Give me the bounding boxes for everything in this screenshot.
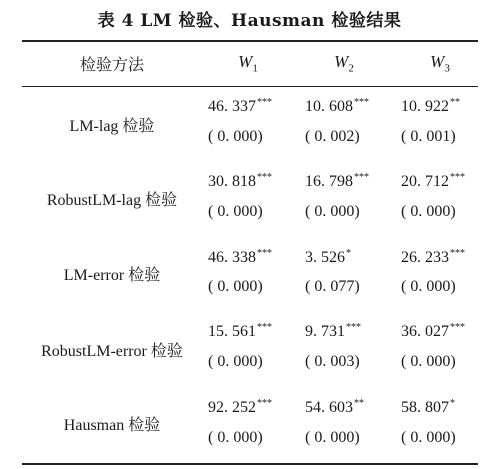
cell-value: 10. 922 <box>401 98 449 115</box>
cell-value: 16. 798 <box>305 173 353 190</box>
row-label: Hausman 检验 <box>63 417 161 434</box>
header-w1-sub: 1 <box>252 62 258 75</box>
table-caption: 表 4 LM 检验、Hausman 检验结果 <box>97 11 402 31</box>
significance-stars: *** <box>450 322 465 333</box>
cell-value: 54. 603 <box>305 399 353 416</box>
significance-stars: *** <box>257 97 272 108</box>
table-cell <box>305 322 361 341</box>
top-rule <box>22 40 478 42</box>
significance-stars: ** <box>450 97 460 108</box>
header-w1 <box>200 52 296 74</box>
header-rule <box>22 86 478 87</box>
significance-stars: *** <box>257 398 272 409</box>
p-value: ( 0. 000) <box>401 429 456 446</box>
table-cell <box>401 398 455 417</box>
p-value: ( 0. 000) <box>208 353 263 370</box>
row-label: LM-error 检验 <box>63 267 161 284</box>
cell-value: 92. 252 <box>208 399 256 416</box>
bottom-rule <box>22 463 478 465</box>
cell-value: 36. 027 <box>401 323 449 340</box>
cell-value: 3. 526 <box>305 249 345 266</box>
significance-stars: * <box>450 398 455 409</box>
header-w3-sub: 3 <box>444 62 450 75</box>
cell-value: 30. 818 <box>208 173 256 190</box>
significance-stars: *** <box>450 172 465 183</box>
row-label: LM-lag 检验 <box>69 118 155 135</box>
significance-stars: * <box>346 248 351 259</box>
header-method: 检验方法 <box>79 55 144 74</box>
table-cell <box>208 322 272 341</box>
cell-value: 26. 233 <box>401 249 449 266</box>
p-value: ( 0. 000) <box>401 203 456 220</box>
table-cell <box>305 97 369 116</box>
p-value: ( 0. 000) <box>401 278 456 295</box>
table-cell <box>208 97 272 116</box>
p-value: ( 0. 000) <box>208 429 263 446</box>
cell-value: 46. 337 <box>208 98 256 115</box>
p-value: ( 0. 002) <box>305 128 360 145</box>
significance-stars: *** <box>354 97 369 108</box>
p-value: ( 0. 077) <box>305 278 360 295</box>
header-w2-symbol: W <box>334 52 349 71</box>
table-cell <box>401 322 465 341</box>
row-label: RobustLM-lag 检验 <box>46 192 178 209</box>
cell-value: 20. 712 <box>401 173 449 190</box>
significance-stars: *** <box>257 322 272 333</box>
table-cell <box>208 172 272 191</box>
p-value: ( 0. 000) <box>305 203 360 220</box>
cell-value: 9. 731 <box>305 323 345 340</box>
significance-stars: *** <box>257 248 272 259</box>
p-value: ( 0. 000) <box>208 128 263 145</box>
cell-value: 58. 807 <box>401 399 449 416</box>
p-value: ( 0. 000) <box>208 203 263 220</box>
header-w1-symbol: W <box>238 52 253 71</box>
table-cell <box>401 97 460 116</box>
significance-stars: *** <box>450 248 465 259</box>
table-cell <box>208 248 272 267</box>
cell-value: 15. 561 <box>208 323 256 340</box>
significance-stars: ** <box>354 398 364 409</box>
p-value: ( 0. 000) <box>401 353 456 370</box>
row-label: RobustLM-error 检验 <box>41 343 183 360</box>
table-cell <box>401 172 465 191</box>
p-value: ( 0. 000) <box>208 278 263 295</box>
p-value: ( 0. 001) <box>401 128 456 145</box>
header-w3 <box>392 52 488 74</box>
significance-stars: *** <box>257 172 272 183</box>
table-cell <box>305 172 369 191</box>
header-w2 <box>296 52 392 74</box>
header-w2-sub: 2 <box>348 62 354 75</box>
table-cell <box>208 398 272 417</box>
p-value: ( 0. 000) <box>305 429 360 446</box>
cell-value: 10. 608 <box>305 98 353 115</box>
header-w3-symbol: W <box>430 52 445 71</box>
table-cell <box>305 398 364 417</box>
cell-value: 46. 338 <box>208 249 256 266</box>
significance-stars: *** <box>354 172 369 183</box>
p-value: ( 0. 003) <box>305 353 360 370</box>
significance-stars: *** <box>346 322 361 333</box>
table-cell <box>305 248 351 267</box>
table-cell <box>401 248 465 267</box>
